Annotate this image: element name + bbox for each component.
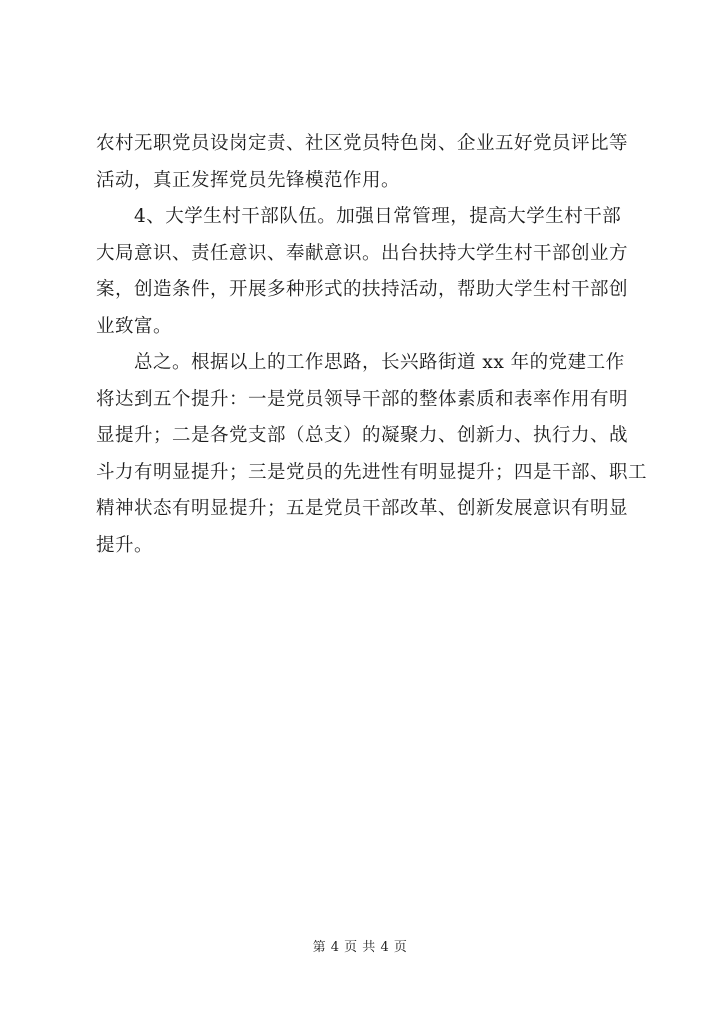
text-line: 总之。根据以上的工作思路，长兴路街道 xx 年的党建工作: [134, 352, 625, 373]
text-line: 4、大学生村干部队伍。加强日常管理，提高大学生村干部: [134, 206, 622, 227]
text-line: 提升。: [96, 534, 154, 556]
paragraph-2: [96, 199, 641, 345]
document-body: [96, 126, 648, 564]
text-line: 案，创造条件，开展多种形式的扶持活动，帮助大学生村干部创: [96, 279, 629, 300]
text-line: 农村无职党员设岗定责、社区党员特色岗、企业五好党员评比等: [96, 133, 629, 154]
text-line: 显提升；二是各党支部（总支）的凝聚力、创新力、执行力、战: [96, 425, 629, 446]
page-number-footer: 第 4 页 共 4 页: [312, 940, 408, 955]
text-line: 将达到五个提升：一是党员领导干部的整体素质和表率作用有明: [96, 388, 629, 410]
text-line: 大局意识、责任意识、奉献意识。出台扶持大学生村干部创业方: [96, 242, 629, 264]
paragraph-3: [96, 345, 648, 564]
paragraph-1: [96, 126, 641, 199]
text-line: 业致富。: [96, 315, 173, 337]
text-line: 斗力有明显提升；三是党员的先进性有明显提升；四是干部、职工: [96, 461, 648, 483]
text-line: 精神状态有明显提升；五是党员干部改革、创新发展意识有明显: [96, 498, 629, 519]
text-line: 活动，真正发挥党员先锋模范作用。: [96, 169, 401, 191]
